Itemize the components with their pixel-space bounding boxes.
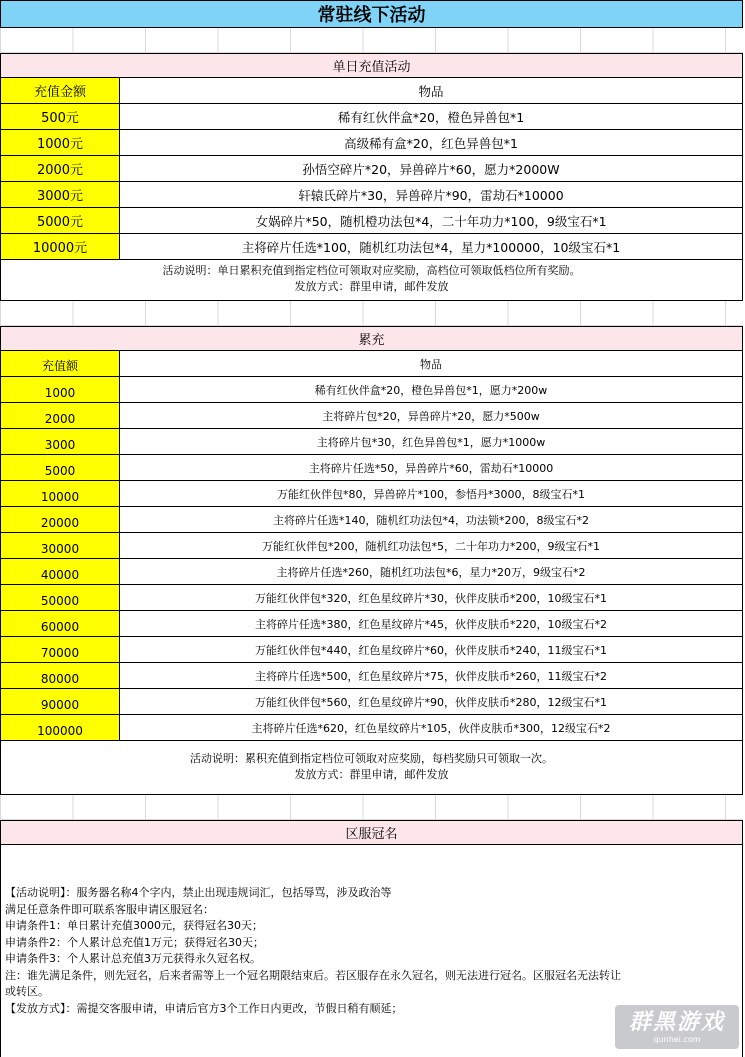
- item-column-header: 物品: [418, 83, 444, 99]
- note-description: 活动说明：单日累积充值到指定档位可领取对应奖励，高档位可领取低档位所有奖励。: [162, 264, 581, 277]
- item-cell: 主将碎片任选*140，随机红功法包*4，功法锁*200，8级宝石*2: [273, 513, 589, 527]
- table-row: [1, 156, 742, 182]
- amount-cell: 80000: [1, 663, 120, 688]
- item-cell: 稀有红伙伴盒*20，橙色异兽包*1，愿力*200w: [314, 383, 548, 397]
- table-row: [1, 585, 742, 611]
- amount-cell: 5000元: [1, 208, 120, 233]
- amount-cell: 40000: [1, 559, 120, 584]
- table-row: [1, 377, 742, 403]
- item-cell: 万能红伙伴包*440，红色星纹碎片*60，伙伴皮肤币*240，11级宝石*1: [255, 643, 607, 657]
- table-row: [1, 637, 742, 663]
- table-row: [1, 455, 742, 481]
- item-cell: 女娲碎片*50，随机橙功法包*4，二十年功力*100，9级宝石*1: [255, 213, 607, 229]
- activity-note: [1, 741, 742, 793]
- section-header: 单日充值活动: [1, 54, 742, 78]
- site-watermark: [615, 1005, 739, 1049]
- table-row: [1, 429, 742, 455]
- table-row: [1, 481, 742, 507]
- amount-cell: 60000: [1, 611, 120, 636]
- amount-cell: 10000元: [1, 234, 120, 259]
- section-header: 累充: [1, 327, 742, 351]
- amount-cell: 20000: [1, 507, 120, 532]
- table-row: [1, 104, 742, 130]
- table-row: [1, 130, 742, 156]
- amount-cell: 50000: [1, 585, 120, 610]
- table-row: [1, 208, 742, 234]
- spacer-row: [0, 795, 743, 820]
- item-cell: 主将碎片任选*380，红色星纹碎片*45，伙伴皮肤币*220，10级宝石*2: [255, 617, 607, 631]
- item-cell: 万能红伙伴包*200，随机红功法包*5，二十年功力*200，9级宝石*1: [262, 539, 600, 553]
- table-header-row: [1, 78, 742, 104]
- naming-line: 【活动说明】：服务器名称4个字内，禁止出现违规词汇，包括辱骂，涉及政治等: [5, 886, 392, 899]
- item-cell: 主将碎片任选*620，红色星纹碎片*105，伙伴皮肤币*300，12级宝石*2: [251, 721, 611, 735]
- table-row: [1, 559, 742, 585]
- table-row: [1, 507, 742, 533]
- amount-cell: 10000: [1, 481, 120, 506]
- spacer-row: [0, 301, 743, 326]
- item-cell: 主将碎片任选*500，红色星纹碎片*75，伙伴皮肤币*260，11级宝石*2: [255, 669, 607, 683]
- amount-column-header: 充值金额: [1, 78, 120, 103]
- spacer-row: [0, 28, 743, 53]
- table-header-row: [1, 351, 742, 377]
- amount-cell: 3000元: [1, 182, 120, 207]
- table-row: [1, 611, 742, 637]
- table-row: [1, 533, 742, 559]
- watermark-logo-text: 群黑游戏: [628, 1009, 725, 1035]
- amount-cell: 1000: [1, 377, 120, 402]
- table-row: [1, 689, 742, 715]
- section-header: 区服冠名: [1, 821, 742, 845]
- cumulative-recharge-section: [0, 326, 743, 795]
- item-column-header: 物品: [420, 357, 442, 371]
- amount-cell: 3000: [1, 429, 120, 454]
- table-row: [1, 182, 742, 208]
- watermark-url: qunhei.com: [653, 1034, 701, 1044]
- naming-line: 申请条件3：个人累计总充值3万元获得永久冠名权。: [5, 952, 261, 965]
- item-cell: 主将碎片包*20，异兽碎片*20，愿力*500w: [322, 409, 540, 423]
- activity-note: [1, 260, 742, 298]
- amount-cell: 2000元: [1, 156, 120, 181]
- table-row: [1, 234, 742, 260]
- item-cell: 孙悟空碎片*20，异兽碎片*60，愿力*2000W: [302, 161, 560, 177]
- amount-cell: 1000元: [1, 130, 120, 155]
- amount-cell: 500元: [1, 104, 120, 129]
- note-distribution: 发放方式：群里申请，邮件发放: [294, 280, 449, 293]
- table-row: [1, 403, 742, 429]
- item-cell: 主将碎片任选*260，随机红功法包*6，星力*20万，9级宝石*2: [276, 565, 586, 579]
- item-cell: 万能红伙伴包*80，异兽碎片*100，参悟丹*3000，8级宝石*1: [277, 487, 585, 501]
- server-naming-body: [1, 845, 742, 1017]
- item-cell: 稀有红伙伴盒*20，橙色异兽包*1: [337, 109, 525, 125]
- note-description: 活动说明：累积充值到指定档位可领取对应奖励，每档奖励只可领取一次。: [190, 752, 553, 765]
- item-cell: 主将碎片任选*100，随机红功法包*4，星力*100000，10级宝石*1: [241, 239, 621, 255]
- amount-column-header: 充值额: [1, 351, 120, 376]
- single-day-recharge-section: [0, 53, 743, 301]
- naming-line: 申请条件1：单日累计充值3000元，获得冠名30天；: [5, 919, 263, 932]
- item-cell: 轩辕氏碎片*30，异兽碎片*90，雷劫石*10000: [298, 187, 564, 203]
- naming-line: 满足任意条件即可联系客服申请区服冠名：: [5, 902, 214, 916]
- item-cell: 高级稀有盒*20，红色异兽包*1: [344, 135, 518, 151]
- amount-cell: 2000: [1, 403, 120, 428]
- page-title: 常驻线下活动: [0, 0, 743, 28]
- item-cell: 万能红伙伴包*320，红色星纹碎片*30，伙伴皮肤币*200，10级宝石*1: [255, 591, 607, 605]
- amount-cell: 100000: [1, 715, 120, 740]
- naming-line: 申请条件2：个人累计总充值1万元；获得冠名30天；: [5, 935, 264, 949]
- amount-cell: 5000: [1, 455, 120, 480]
- naming-line: 【发放方式】：需提交客服申请，申请后官方3个工作日内更改，节假日稍有顺延；: [5, 1001, 403, 1015]
- amount-cell: 70000: [1, 637, 120, 662]
- table-row: [1, 715, 742, 741]
- table-row: [1, 663, 742, 689]
- naming-line: 或转区。: [5, 985, 49, 998]
- amount-cell: 90000: [1, 689, 120, 714]
- item-cell: 主将碎片任选*50，异兽碎片*60，雷劫石*10000: [308, 461, 554, 475]
- item-cell: 万能红伙伴包*560，红色星纹碎片*90，伙伴皮肤币*280，12级宝石*1: [255, 695, 607, 709]
- naming-line: 注：谁先满足条件，则先冠名，后来者需等上一个冠名期限结束后。若区服存在永久冠名，则无法进行冠名。区服冠名无法转让: [5, 968, 621, 982]
- note-distribution: 发放方式：群里申请，邮件发放: [294, 768, 449, 781]
- item-cell: 主将碎片包*30，红色异兽包*1，愿力*1000w: [316, 435, 546, 449]
- amount-cell: 30000: [1, 533, 120, 558]
